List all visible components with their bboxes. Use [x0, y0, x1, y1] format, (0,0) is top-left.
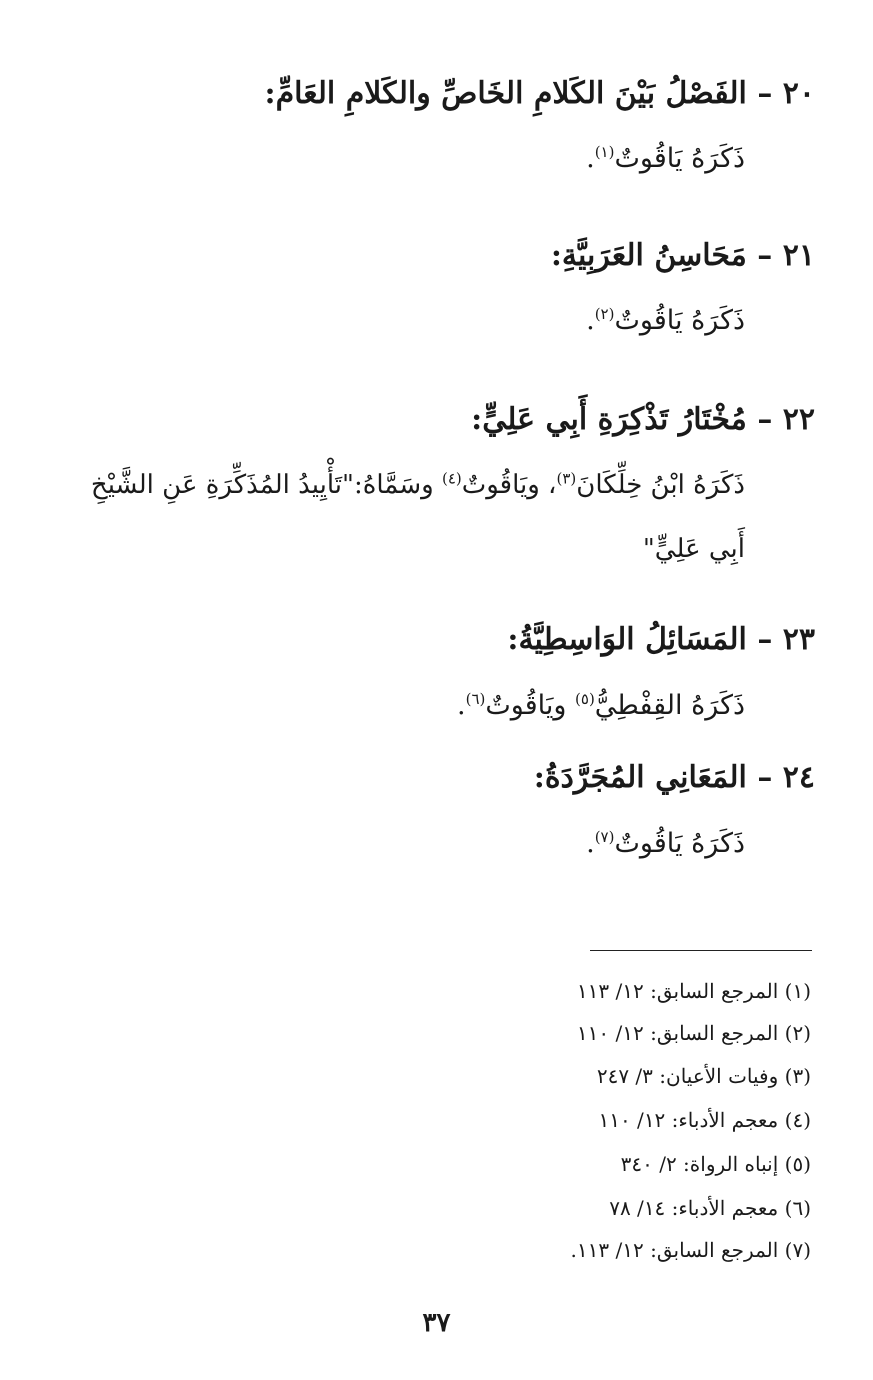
footnote-7: (٧) المرجع السابق: ١٢/ ١١٣.: [570, 1238, 811, 1262]
note-text: وسَمَّاهُ:"تَأْيِيدُ المُذَكِّرَةِ عَنِ الشَّيْخِ: [90, 470, 442, 500]
section-heading-24: ٢٤ – المَعَانِي المُجَرَّدَةُ:: [533, 760, 815, 795]
section-note-22-line2: أَبِي عَلِيٍّ": [642, 534, 745, 564]
section-note-20: [586, 143, 745, 175]
section-note-22-line1: [91, 470, 745, 501]
section-heading-22: ٢٢ – مُخْتَارُ تَذْكِرَةِ أَبِي عَلِيٍّ:: [471, 402, 815, 437]
note-text: ذَكَرَهُ القِفْطِيُّ: [594, 690, 745, 721]
footnote-ref-1[interactable]: (١): [594, 143, 615, 161]
note-end: .: [457, 690, 466, 721]
footnote-ref-2[interactable]: (٢): [594, 305, 615, 323]
section-heading-20: ٢٠ – الفَصْلُ بَيْنَ الكَلامِ الخَاصِّ والكَلامِ العَامِّ:: [264, 76, 815, 111]
footnote-2: (٢) المرجع السابق: ١٢/ ١١٠: [576, 1021, 811, 1045]
footnote-ref-7[interactable]: (٧): [594, 828, 615, 846]
footnote-ref-6[interactable]: (٦): [465, 690, 486, 708]
note-text: ويَاقُوتٌ: [485, 690, 576, 721]
footnote-ref-3[interactable]: (٣): [556, 469, 577, 488]
note-end: .: [586, 828, 595, 859]
note-text: ذَكَرَهُ يَاقُوتٌ: [614, 305, 745, 336]
note-text: ذَكَرَهُ يَاقُوتٌ: [614, 828, 745, 859]
note-text: ذَكَرَهُ يَاقُوتٌ: [614, 143, 745, 174]
footnote-1: (١) المرجع السابق: ١٢/ ١١٣: [576, 979, 811, 1003]
note-end: .: [586, 305, 595, 336]
note-text: ، ويَاقُوتٌ: [461, 470, 557, 500]
page-number: ٣٧: [422, 1308, 451, 1338]
footnote-divider: [590, 950, 812, 951]
note-text: ذَكَرَهُ ابْنُ خِلِّكَانَ: [576, 470, 745, 500]
section-note-21: [586, 305, 745, 337]
section-heading-23: ٢٣ – المَسَائِلُ الوَاسِطِيَّةُ:: [507, 622, 815, 657]
note-end: .: [586, 143, 595, 174]
footnote-ref-4[interactable]: (٤): [441, 469, 462, 488]
footnote-4: (٤) معجم الأدباء: ١٢/ ١١٠: [598, 1108, 811, 1132]
section-note-23: [457, 690, 745, 722]
footnote-6: (٦) معجم الأدباء: ١٤/ ٧٨: [609, 1196, 811, 1220]
footnote-ref-5[interactable]: (٥): [575, 690, 595, 708]
section-heading-21: ٢١ – مَحَاسِنُ العَرَبِيَّةِ:: [550, 238, 815, 273]
footnote-3: (٣) وفيات الأعيان: ٣/ ٢٤٧: [596, 1064, 811, 1088]
section-note-24: [586, 828, 745, 860]
footnote-5: (٥) إنباه الرواة: ٢/ ٣٤٠: [620, 1152, 811, 1176]
